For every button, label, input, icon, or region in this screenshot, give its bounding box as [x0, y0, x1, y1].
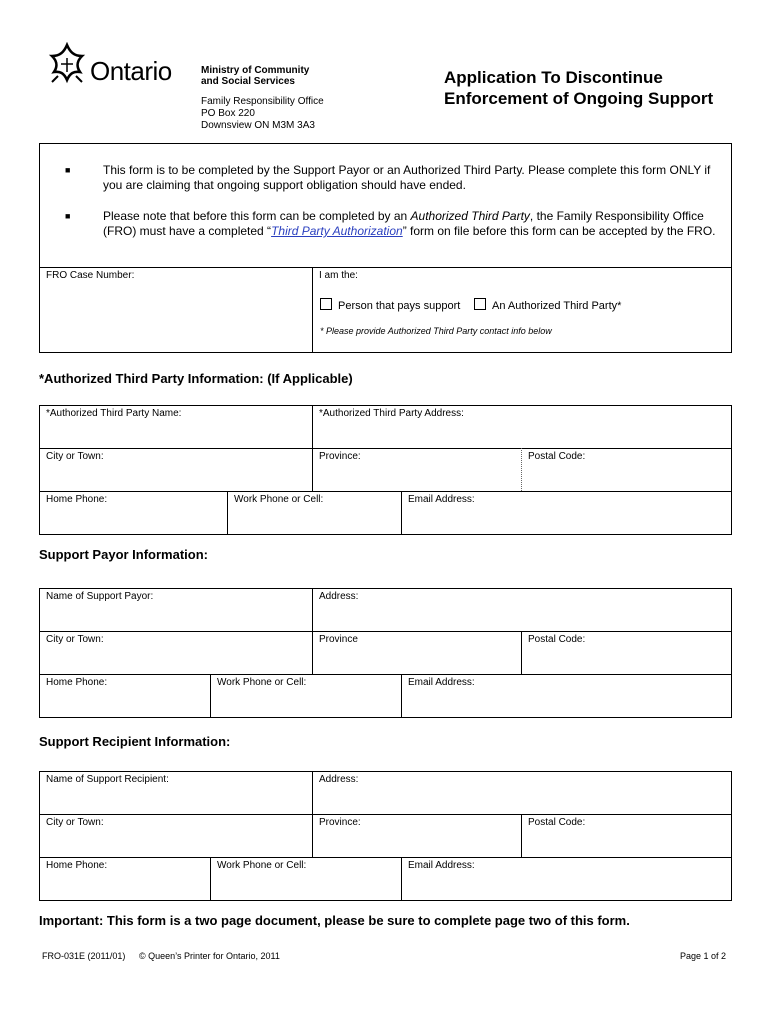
intro-bullet-1: ■ This form is to be completed by the Support Payor or an Authorized Third Party. Please complete this form ONLY if you are claiming that ongoing support obligation should have ended.: [65, 163, 711, 192]
form-id: FRO-031E (2011/01): [42, 951, 126, 961]
recipient-email-field[interactable]: Email Address:: [408, 860, 475, 871]
third-party-postal-field[interactable]: Postal Code:: [528, 451, 586, 462]
payor-work-phone-field[interactable]: Work Phone or Cell:: [217, 677, 307, 688]
payor-email-field[interactable]: Email Address:: [408, 677, 475, 688]
recipient-home-phone-field[interactable]: Home Phone:: [46, 860, 108, 871]
third-party-city-field[interactable]: City or Town:: [46, 451, 104, 462]
third-party-heading: *Authorized Third Party Information: (If Applicable): [39, 371, 353, 386]
recipient-name-field[interactable]: Name of Support Recipient:: [46, 774, 169, 785]
payor-province-field[interactable]: Province: [319, 634, 358, 645]
form-title: Application To Discontinue Enforcement of Ongoing Support: [444, 68, 714, 108]
third-party-email-field[interactable]: Email Address:: [408, 494, 475, 505]
bullet-icon: ■: [65, 211, 71, 221]
payor-name-field[interactable]: Name of Support Payor:: [46, 591, 154, 602]
trillium-icon: [44, 42, 90, 92]
important-notice: Important: This form is a two page document, please be sure to complete page two of this form.: [39, 913, 630, 928]
third-party-work-phone-field[interactable]: Work Phone or Cell:: [234, 494, 324, 505]
third-party-note: * Please provide Authorized Third Party contact info below: [320, 326, 552, 336]
recipient-city-field[interactable]: City or Town:: [46, 817, 104, 828]
third-party-checkbox[interactable]: [474, 298, 486, 310]
copyright: © Queen’s Printer for Ontario, 2011: [139, 951, 280, 961]
recipient-heading: Support Recipient Information:: [39, 734, 231, 749]
payor-home-phone-field[interactable]: Home Phone:: [46, 677, 108, 688]
office-address: Family Responsibility Office PO Box 220 Downsview ON M3M 3A3: [201, 96, 324, 131]
option-third-party[interactable]: An Authorized Third Party*: [474, 298, 621, 312]
ministry-name: Ministry of Community and Social Services: [201, 65, 310, 87]
payor-address-field[interactable]: Address:: [319, 591, 359, 602]
i-am-the-label: I am the:: [319, 270, 358, 281]
payor-checkbox[interactable]: [320, 298, 332, 310]
recipient-province-field[interactable]: Province:: [319, 817, 361, 828]
recipient-address-field[interactable]: Address:: [319, 774, 359, 785]
logo-wordmark: Ontario: [90, 56, 172, 86]
bullet-icon: ■: [65, 165, 71, 175]
ontario-logo: [44, 42, 189, 92]
third-party-province-field[interactable]: Province:: [319, 451, 361, 462]
third-party-address-field[interactable]: *Authorized Third Party Address:: [319, 408, 464, 419]
page-number: Page 1 of 2: [680, 951, 727, 961]
payor-heading: Support Payor Information:: [39, 547, 208, 562]
recipient-work-phone-field[interactable]: Work Phone or Cell:: [217, 860, 307, 871]
third-party-authorization-link[interactable]: Third Party Authorization: [271, 224, 403, 238]
recipient-postal-field[interactable]: Postal Code:: [528, 817, 586, 828]
third-party-name-field[interactable]: *Authorized Third Party Name:: [46, 408, 182, 419]
intro-bullet-2: ■ Please note that before this form can be completed by an Authorized Third Party, the Family Responsibility Office (FRO) must have a completed “Third Party Authorization” form on file before this form can be accepted by the FRO.: [65, 209, 716, 238]
case-number-field[interactable]: FRO Case Number:: [46, 270, 135, 281]
payor-postal-field[interactable]: Postal Code:: [528, 634, 586, 645]
payor-city-field[interactable]: City or Town:: [46, 634, 104, 645]
option-payor[interactable]: Person that pays support: [320, 298, 460, 312]
third-party-home-phone-field[interactable]: Home Phone:: [46, 494, 108, 505]
